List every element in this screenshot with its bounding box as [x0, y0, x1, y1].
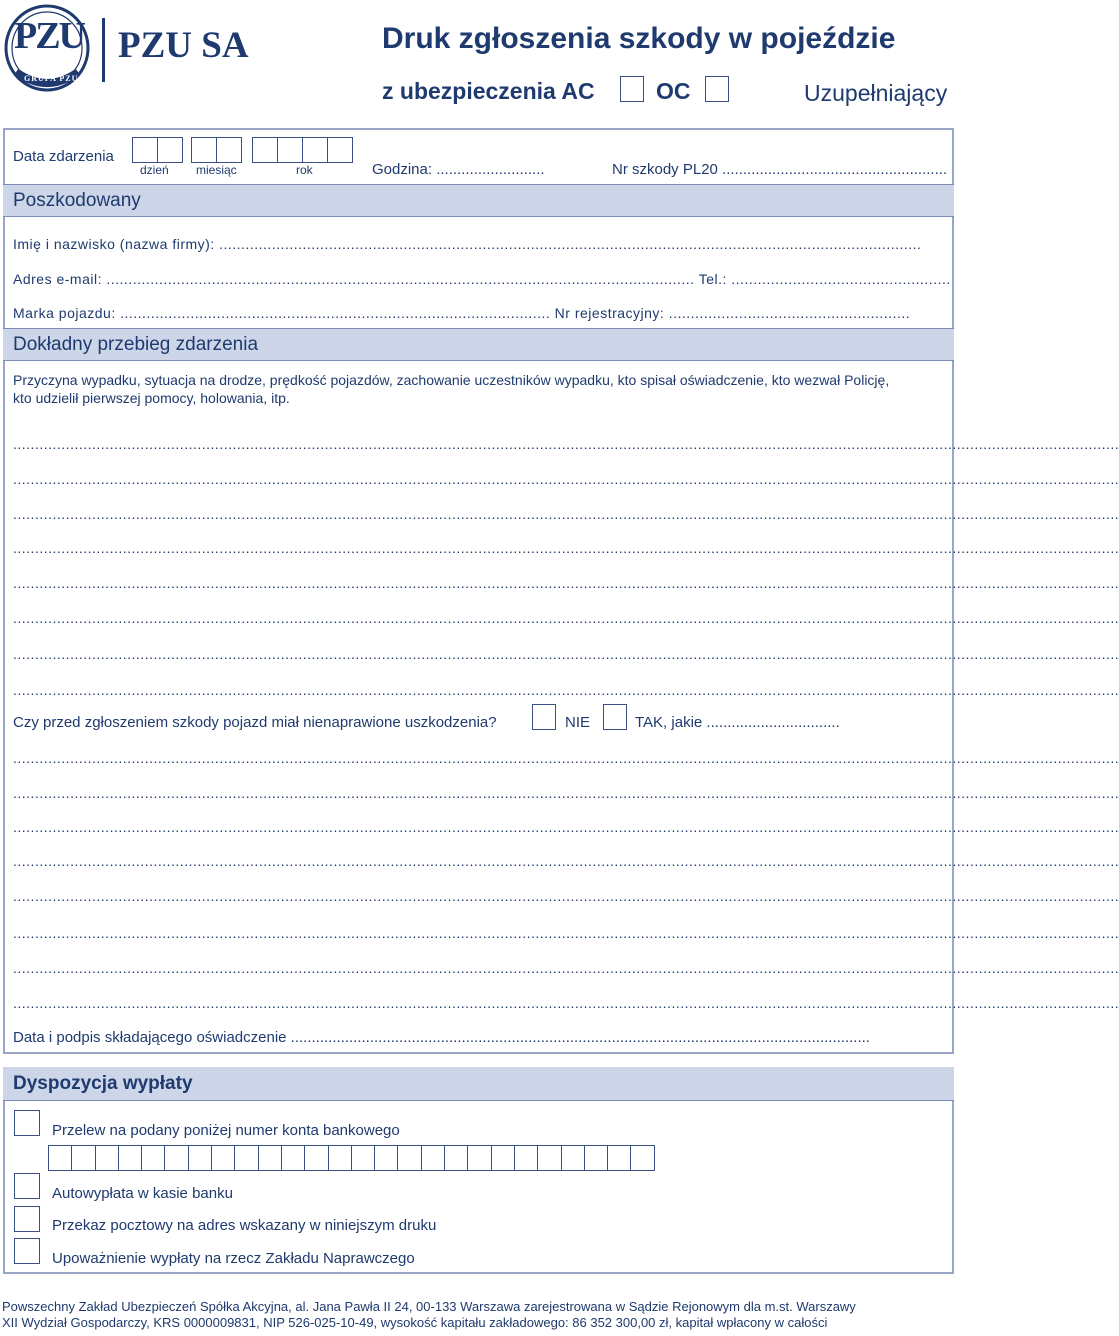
description-line-6[interactable]: ............................................................................................................................................................................................................................................................ — [13, 610, 1119, 626]
damage-line-6[interactable]: ............................................................................................................................................................................................................................................................ — [13, 925, 1119, 941]
bank-account-input[interactable] — [48, 1145, 654, 1171]
damage-line-3[interactable]: ............................................................................................................................................................................................................................................................ — [13, 819, 1119, 835]
description-line-4[interactable]: ............................................................................................................................................................................................................................................................ — [13, 540, 1119, 556]
repair-shop-checkbox[interactable] — [14, 1238, 40, 1264]
year-box-4[interactable] — [327, 137, 353, 163]
section-payout — [3, 1067, 954, 1101]
footer-line-2: XII Wydział Gospodarczy, KRS 0000009831, NIP 526-025-10-49, wysokość kapitału zakładowego: 86 352 300,00 zł, kapitał wpłacony w całości — [2, 1315, 828, 1330]
description-line-3[interactable]: ............................................................................................................................................................................................................................................................ — [13, 506, 1119, 522]
oc-checkbox[interactable] — [705, 76, 729, 102]
claim-form-frame — [3, 128, 1119, 1054]
year-box-1[interactable] — [252, 137, 278, 163]
course-instruction-2: kto udzielił pierwszej pomocy, holowania, itp. — [13, 390, 290, 406]
description-line-8[interactable]: ............................................................................................................................................................................................................................................................ — [13, 682, 1119, 698]
prior-damage-no-checkbox[interactable] — [532, 704, 556, 730]
description-line-2[interactable]: ............................................................................................................................................................................................................................................................ — [13, 471, 1119, 487]
description-line-7[interactable]: ............................................................................................................................................................................................................................................................ — [13, 646, 1119, 662]
date-label: Data zdarzenia — [13, 148, 114, 165]
month-box-2[interactable] — [216, 137, 242, 163]
signature-field[interactable]: Data i podpis składającego oświadczenie ........................................................................................................................................... — [13, 1029, 870, 1046]
damage-line-1[interactable]: ............................................................................................................................................................................................................................................................ — [13, 750, 1119, 766]
logo-mark: PZU — [14, 15, 84, 57]
brand-name: PZU SA — [118, 25, 249, 66]
logo-divider — [102, 18, 105, 82]
prior-damage-yes-field[interactable]: TAK, jakie ................................ — [635, 714, 840, 731]
subtitle-ac: z ubezpieczenia AC — [382, 78, 595, 104]
day-label: dzień — [140, 163, 169, 177]
logo-ring-text: GRUPA PZU — [24, 74, 79, 83]
time-field[interactable]: Godzina: .......................... — [372, 161, 545, 178]
damage-line-7[interactable]: ............................................................................................................................................................................................................................................................ — [13, 960, 1119, 976]
section-injured — [3, 184, 954, 217]
cash-label: Autowypłata w kasie banku — [52, 1185, 233, 1202]
damage-line-8[interactable]: ............................................................................................................................................................................................................................................................ — [13, 995, 1119, 1011]
section-course — [3, 328, 954, 361]
repair-shop-label: Upoważnienie wypłaty na rzecz Zakładu Naprawczego — [52, 1250, 415, 1267]
vehicle-registration-field[interactable]: Marka pojazdu: .................................................................................................. Nr rejestracyjny: ....................................................... — [13, 305, 911, 321]
supplementary-label: Uzupełniający — [804, 80, 948, 106]
ac-checkbox[interactable] — [620, 76, 644, 102]
prior-damage-no-label: NIE — [565, 714, 591, 731]
subtitle-oc: OC — [656, 78, 691, 104]
day-box-1[interactable] — [132, 137, 158, 163]
transfer-label: Przelew na podany poniżej numer konta bankowego — [52, 1122, 400, 1139]
name-field[interactable]: Imię i nazwisko (nazwa firmy): ................................................................................................................................................................ — [13, 236, 922, 252]
month-label: miesiąc — [196, 163, 237, 177]
prior-damage-yes-checkbox[interactable] — [603, 704, 627, 730]
footer-line-1: Powszechny Zakład Ubezpieczeń Spółka Akcyjna, al. Jana Pawła II 24, 00-133 Warszawa zarejestrowana w Sądzie Rejonowym dla m.st. Warszawy — [2, 1299, 856, 1314]
damage-line-2[interactable]: ............................................................................................................................................................................................................................................................ — [13, 785, 1119, 801]
description-line-1[interactable]: ............................................................................................................................................................................................................................................................ — [13, 436, 1119, 452]
prior-damage-question: Czy przed zgłoszeniem szkody pojazd miał nienaprawione uszkodzenia? — [13, 714, 497, 731]
cash-checkbox[interactable] — [14, 1173, 40, 1199]
description-line-5[interactable]: ............................................................................................................................................................................................................................................................ — [13, 575, 1119, 591]
claim-number-field[interactable]: Nr szkody PL20 ...................................................... — [612, 161, 948, 178]
page-title: Druk zgłoszenia szkody w pojeździe — [382, 22, 896, 55]
postal-checkbox[interactable] — [14, 1206, 40, 1232]
section-course-title: Dokładny przebieg zdarzenia — [13, 334, 259, 355]
postal-label: Przekaz pocztowy na adres wskazany w niniejszym druku — [52, 1217, 437, 1234]
section-payout-title: Dyspozycja wypłaty — [13, 1073, 193, 1094]
year-label: rok — [296, 163, 313, 177]
day-box-2[interactable] — [157, 137, 183, 163]
month-box-1[interactable] — [191, 137, 217, 163]
course-instruction-1: Przyczyna wypadku, sytuacja na drodze, prędkość pojazdów, zachowanie uczestników wypadku, kto spisał oświadczenie, kto wezwał Policję, — [13, 372, 890, 388]
damage-line-5[interactable]: ............................................................................................................................................................................................................................................................ — [13, 888, 1119, 904]
transfer-checkbox[interactable] — [14, 1110, 40, 1136]
year-box-2[interactable] — [277, 137, 303, 163]
email-phone-field[interactable]: Adres e-mail: ...................................................................................................................................... Tel.: .................................................. — [13, 271, 951, 287]
section-injured-title: Poszkodowany — [13, 190, 141, 211]
year-box-3[interactable] — [302, 137, 328, 163]
damage-line-4[interactable]: ............................................................................................................................................................................................................................................................ — [13, 853, 1119, 869]
